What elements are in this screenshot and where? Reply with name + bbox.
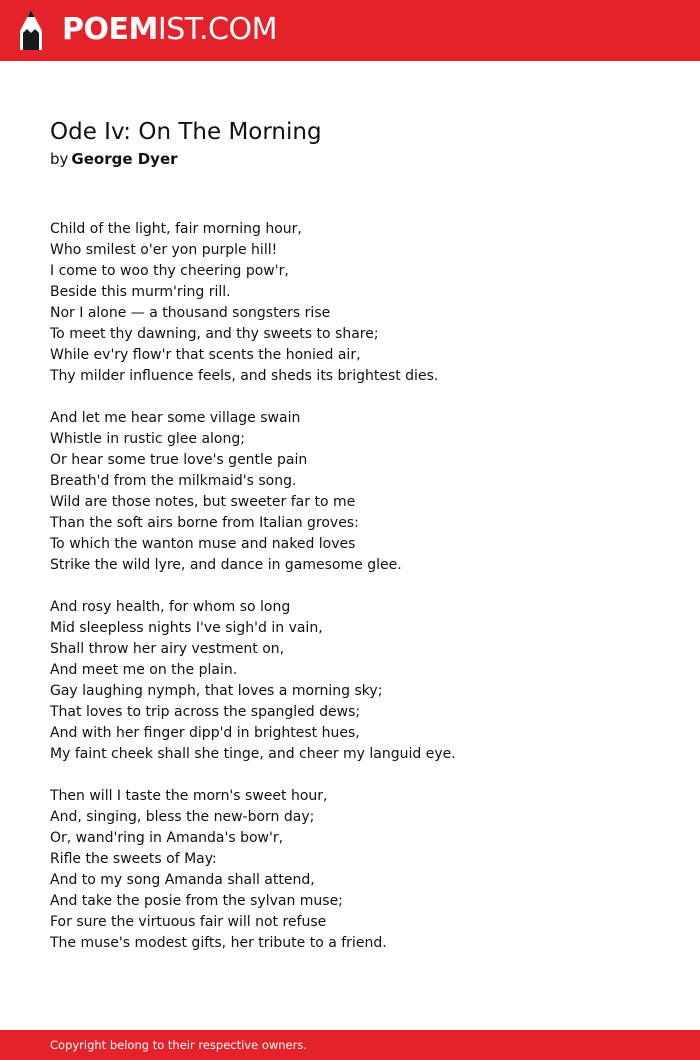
poem-line: Who smilest o'er yon purple hill! xyxy=(50,242,278,258)
poem-line: I come to woo thy cheering pow'r, xyxy=(50,263,289,279)
stanza-1 xyxy=(50,219,670,387)
poem-line: While ev'ry flow'r that scents the honied air, xyxy=(50,347,361,363)
poem-line: Rifle the sweets of May: xyxy=(50,851,217,867)
poem-line: To meet thy dawning, and thy sweets to share; xyxy=(50,326,379,342)
poem-line: Shall throw her airy vestment on, xyxy=(50,641,285,657)
poem-line: For sure the virtuous fair will not refuse xyxy=(50,914,327,930)
poem-line: Gay laughing nymph, that loves a morning sky; xyxy=(50,683,383,699)
stanza-4 xyxy=(50,786,670,954)
poem-line: Than the soft airs borne from Italian groves: xyxy=(50,515,359,531)
poem-line: Nor I alone — a thousand songsters rise xyxy=(50,305,331,321)
poem-line: Breath'd from the milkmaid's song. xyxy=(50,473,297,489)
poem-body xyxy=(50,219,670,975)
author-name: George Dyer xyxy=(71,150,178,168)
poem-line: Child of the light, fair morning hour, xyxy=(50,221,302,237)
poem-line: That loves to trip across the spangled dews; xyxy=(50,704,361,720)
stanza-3 xyxy=(50,597,670,765)
poem-line: My faint cheek shall she tinge, and cheer my languid eye. xyxy=(50,746,456,762)
poem-line: And let me hear some village swain xyxy=(50,410,301,426)
poem-line: Thy milder influence feels, and sheds its brightest dies. xyxy=(50,368,439,384)
poem-line: The muse's modest gifts, her tribute to a friend. xyxy=(50,935,387,951)
poem-title: Ode Iv: On The Morning xyxy=(50,119,322,145)
poem-line: To which the wanton muse and naked loves xyxy=(50,536,356,552)
poem-line: Whistle in rustic glee along; xyxy=(50,431,245,447)
pencil-tip-icon[interactable] xyxy=(18,9,44,51)
poem-line: And meet me on the plain. xyxy=(50,662,238,678)
poem-line: And to my song Amanda shall attend, xyxy=(50,872,315,888)
by-label: by xyxy=(50,150,69,168)
site-logo[interactable] xyxy=(62,10,277,50)
stanza-2 xyxy=(50,408,670,576)
poem-line: And take the posie from the sylvan muse; xyxy=(50,893,343,909)
poem-line: And, singing, bless the new-born day; xyxy=(50,809,315,825)
site-footer xyxy=(0,1030,700,1060)
poem-line: And with her finger dipp'd in brightest hues, xyxy=(50,725,360,741)
logo-light-text: IST.COM xyxy=(157,12,277,47)
logo-bold-text: POEM xyxy=(62,12,158,47)
site-header xyxy=(0,0,700,61)
poem-line: Or, wand'ring in Amanda's bow'r, xyxy=(50,830,284,846)
byline xyxy=(50,149,178,169)
poem-line: Then will I taste the morn's sweet hour, xyxy=(50,788,328,804)
poem-line: Wild are those notes, but sweeter far to me xyxy=(50,494,356,510)
poem-line: Strike the wild lyre, and dance in gamesome glee. xyxy=(50,557,402,573)
poem-line: Or hear some true love's gentle pain xyxy=(50,452,308,468)
poem-line: Mid sleepless nights I've sigh'd in vain, xyxy=(50,620,323,636)
poem-line: Beside this murm'ring rill. xyxy=(50,284,231,300)
poem-line: And rosy health, for whom so long xyxy=(50,599,291,615)
copyright-notice: Copyright belong to their respective owners. xyxy=(50,1038,308,1052)
